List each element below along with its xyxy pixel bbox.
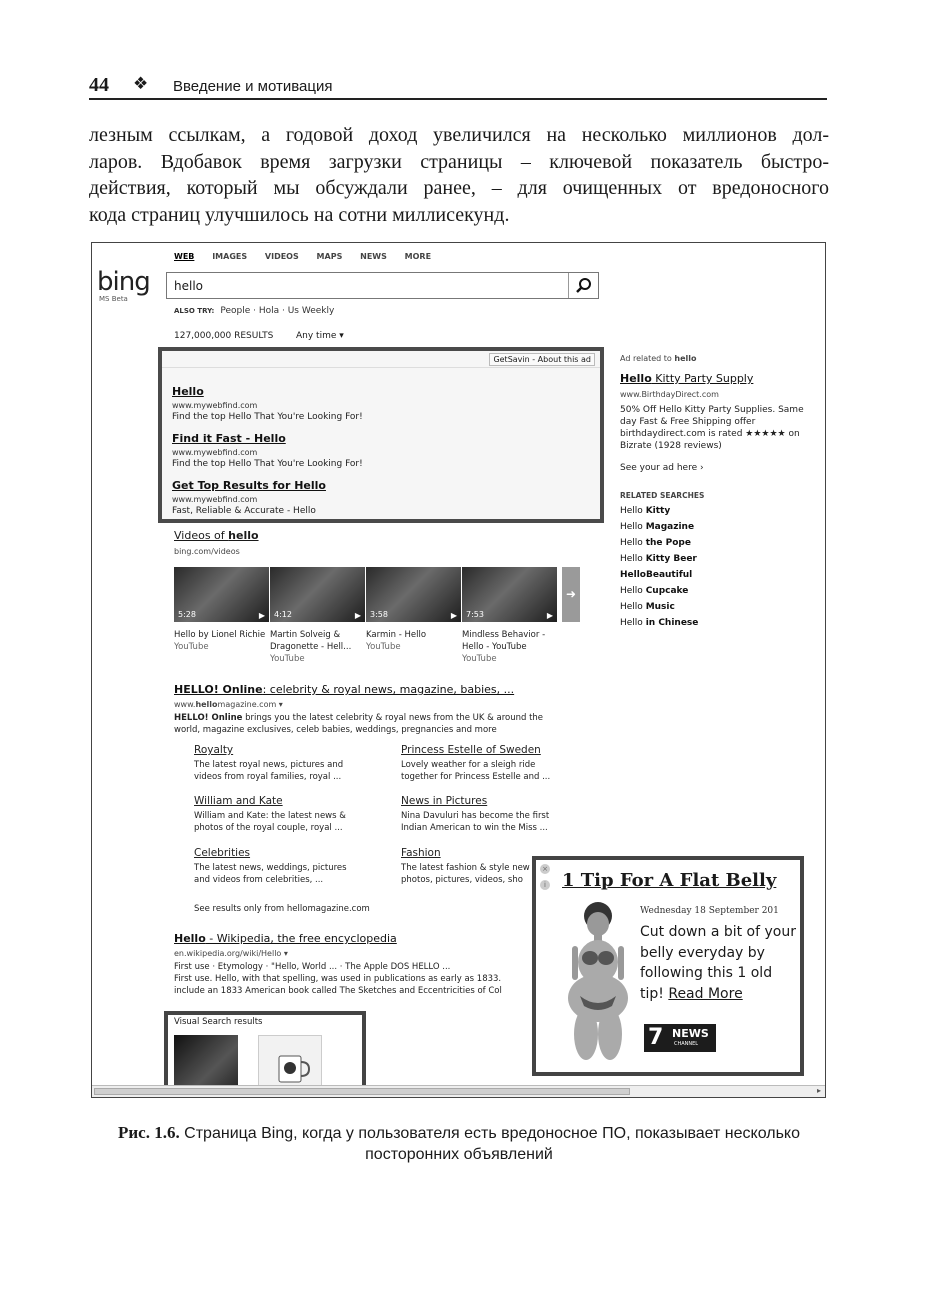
play-icon: ▶ xyxy=(354,611,361,620)
result-desc: First use · Etymology · "Hello, World ... · The Apple DOS HELLO ... xyxy=(174,962,451,972)
sidebar-ad-url: www.BirthdayDirect.com xyxy=(620,390,719,399)
page-number: 44 xyxy=(89,74,109,96)
bing-logo[interactable]: bing xyxy=(97,267,150,297)
popup-body: Cut down a bit of your belly everyday by following this 1 old tip! Read More xyxy=(640,924,796,1002)
nav-more[interactable]: MORE xyxy=(404,252,432,261)
paragraph-line: кода страниц улучшилось на сотни миллисекунд. xyxy=(89,203,510,226)
visual-search-box xyxy=(164,1011,366,1093)
result-url: en.wikipedia.org/wiki/Hello ▾ xyxy=(174,949,288,958)
sublink-desc: videos from royal families, royal ... xyxy=(194,772,342,782)
sidebar-ad-desc: day Fast & Free Shipping offer xyxy=(620,417,756,427)
videos-source: bing.com/videos xyxy=(174,547,240,556)
related-search-item[interactable]: HelloBeautiful xyxy=(620,570,693,580)
paragraph-line: ларов. Вдобавок время загрузки страницы – ключевой показатель быстро- xyxy=(89,150,829,173)
bing-screenshot xyxy=(91,242,826,1098)
flat-belly-popup[interactable] xyxy=(532,856,804,1076)
nav-web[interactable]: WEB xyxy=(174,252,195,261)
result-desc: world, magazine exclusives, celeb babies, weddings, pregnancies and more xyxy=(174,725,497,735)
sublink-desc: photos of the royal couple, royal ... xyxy=(194,823,343,833)
sidebar-ad-desc: 50% Off Hello Kitty Party Supplies. Same xyxy=(620,405,804,415)
nav-videos[interactable]: VIDEOS xyxy=(264,252,299,261)
sublink-title[interactable]: News in Pictures xyxy=(401,795,488,807)
ad-title[interactable]: Hello xyxy=(172,385,204,398)
nav-images[interactable]: IMAGES xyxy=(212,252,248,261)
any-time-dropdown[interactable]: Any time ▾ xyxy=(296,331,344,341)
woman-illustration-icon xyxy=(558,900,638,1068)
video-caption[interactable]: Karmin - Hello YouTube xyxy=(366,630,427,652)
video-caption[interactable]: Mindless Behavior - Hello - YouTube YouTube xyxy=(462,630,546,664)
next-arrow-icon[interactable]: ➜ xyxy=(562,567,580,622)
injected-ad-box xyxy=(158,347,604,523)
result-desc: HELLO! Online brings you the latest celebrity & royal news from the UK & around the xyxy=(174,713,544,723)
paragraph-line: действия, который мы обсуждали ранее, – для очищенных от вредоносного xyxy=(89,177,829,199)
related-searches-heading: RELATED SEARCHES xyxy=(620,491,705,500)
result-title[interactable]: Hello - Wikipedia, the free encyclopedia xyxy=(174,932,397,945)
search-icon xyxy=(569,273,599,298)
sublink-desc: Nina Davuluri has become the first xyxy=(401,811,550,821)
sublink-desc: photos, pictures, videos, sho xyxy=(401,875,523,885)
video-thumbnail[interactable]: 7:53 ▶ xyxy=(462,567,557,622)
related-search-item[interactable]: Hello in Chinese xyxy=(620,618,699,628)
also-try-label: ALSO TRY: xyxy=(174,307,215,315)
result-desc: First use. Hello, with that spelling, was used in publications as early as 1833. xyxy=(174,974,502,984)
search-input[interactable]: hello xyxy=(174,279,203,293)
result-title[interactable]: HELLO! Online: celebrity & royal news, magazine, babies, ... xyxy=(174,683,515,696)
book-page-header xyxy=(89,70,827,100)
scrollbar-thumb[interactable] xyxy=(94,1088,630,1095)
sublink-desc: William and Kate: the latest news & xyxy=(194,811,346,821)
related-search-item[interactable]: Hello the Pope xyxy=(620,538,691,548)
play-icon: ▶ xyxy=(546,611,553,620)
sidebar-ad-title[interactable]: Hello Kitty Party Supply xyxy=(620,372,754,385)
video-thumbnail[interactable]: 4:12 ▶ xyxy=(270,567,365,622)
figure-caption xyxy=(89,1122,829,1165)
search-button[interactable] xyxy=(568,273,598,298)
play-icon: ▶ xyxy=(450,611,457,620)
result-desc: include an 1833 American book called The Sketches and Eccentricities of Col xyxy=(174,986,502,996)
ad-desc: Find the top Hello That You're Looking For! xyxy=(172,412,363,422)
ad-title[interactable]: Get Top Results for Hello xyxy=(172,479,326,492)
ad-desc: Fast, Reliable & Accurate - Hello xyxy=(172,506,316,516)
sublink-desc: The latest fashion & style new xyxy=(401,863,530,873)
ad-url: www.mywebfind.com xyxy=(172,401,258,410)
also-try-links[interactable]: People · Hola · Us Weekly xyxy=(220,306,335,316)
video-thumbnail[interactable]: 5:28 ▶ xyxy=(174,567,269,622)
ad-related-label: Ad related to hello xyxy=(620,354,697,363)
videos-heading[interactable]: Videos of hello xyxy=(174,529,259,542)
horizontal-scrollbar[interactable] xyxy=(92,1085,825,1097)
sublink-desc: Indian American to win the Miss ... xyxy=(401,823,548,833)
results-count: 127,000,000 RESULTS xyxy=(174,331,274,341)
chapter-title: Введение и мотивация xyxy=(173,78,333,95)
video-thumbnail[interactable]: 3:58 ▶ xyxy=(366,567,461,622)
about-this-ad[interactable]: GetSavin - About this ad xyxy=(489,353,595,366)
caption-text: Страница Bing, когда у пользователя есть вредоносное ПО, показывает несколько посторонних объявлений xyxy=(184,1125,801,1163)
paragraph-line: лезным ссылкам, а годовой доход увеличился на несколько миллионов дол- xyxy=(89,124,829,146)
related-search-item[interactable]: Hello Kitty Beer xyxy=(620,554,697,564)
visual-search-label: Visual Search results xyxy=(174,1017,263,1027)
ad-desc: Find the top Hello That You're Looking For! xyxy=(172,459,363,469)
sublink-desc: and videos from celebrities, ... xyxy=(194,875,324,885)
scroll-right-icon[interactable]: ▸ xyxy=(816,1086,821,1095)
video-caption[interactable]: Hello by Lionel Richie YouTube xyxy=(174,630,266,652)
seven-news-logo: 7 NEWS CHANNEL xyxy=(644,1024,716,1052)
top-nav xyxy=(174,252,446,261)
sublink-title[interactable]: Princess Estelle of Sweden xyxy=(401,744,541,756)
see-your-ad-link[interactable]: See your ad here › xyxy=(620,463,704,473)
info-icon[interactable]: i xyxy=(540,880,550,890)
nav-news[interactable]: NEWS xyxy=(360,252,387,261)
related-search-item[interactable]: Hello Magazine xyxy=(620,522,695,532)
read-more-link[interactable]: Read More xyxy=(668,985,743,1002)
play-icon: ▶ xyxy=(258,611,265,620)
sublink-desc: Lovely weather for a sleigh ride xyxy=(401,760,536,770)
also-try xyxy=(174,306,334,316)
related-search-item[interactable]: Hello Kitty xyxy=(620,506,671,516)
video-caption[interactable]: Martin Solveig & Dragonette - Hell... YouTube xyxy=(270,630,352,664)
ad-url: www.mywebfind.com xyxy=(172,495,258,504)
sublink-title[interactable]: Celebrities xyxy=(194,847,251,859)
caption-label: Рис. 1.6. xyxy=(117,1123,180,1142)
result-url: www.hellomagazine.com ▾ xyxy=(174,700,283,709)
body-paragraph xyxy=(89,122,829,228)
related-search-item[interactable]: Hello Music xyxy=(620,602,675,612)
ornament-icon: ❖ xyxy=(133,74,149,93)
ad-title[interactable]: Find it Fast - Hello xyxy=(172,432,286,445)
sidebar-ad-desc: birthdaydirect.com is rated ★★★★★ on xyxy=(620,429,800,439)
sublink-desc: The latest news, weddings, pictures xyxy=(194,863,347,873)
popup-date: Wednesday 18 September 201 xyxy=(640,906,779,916)
close-icon[interactable]: × xyxy=(540,864,550,874)
search-box[interactable] xyxy=(166,272,599,299)
ad-url: www.mywebfind.com xyxy=(172,448,258,457)
sublink-title[interactable]: Royalty xyxy=(194,744,234,756)
sublink-title[interactable]: Fashion xyxy=(401,847,441,859)
sublink-title[interactable]: William and Kate xyxy=(194,795,283,807)
bing-logo-subtitle: MS Beta xyxy=(99,295,128,303)
see-results-only-link[interactable]: See results only from hellomagazine.com xyxy=(194,904,370,914)
nav-maps[interactable]: MAPS xyxy=(316,252,343,261)
sublink-desc: together for Princess Estelle and ... xyxy=(401,772,551,782)
sidebar-ad-desc: Bizrate (1928 reviews) xyxy=(620,441,722,451)
ad-bar xyxy=(162,351,600,368)
related-search-item[interactable]: Hello Cupcake xyxy=(620,586,689,596)
popup-title[interactable]: 1 Tip For A Flat Belly xyxy=(562,870,777,891)
sublink-desc: The latest royal news, pictures and xyxy=(194,760,344,770)
